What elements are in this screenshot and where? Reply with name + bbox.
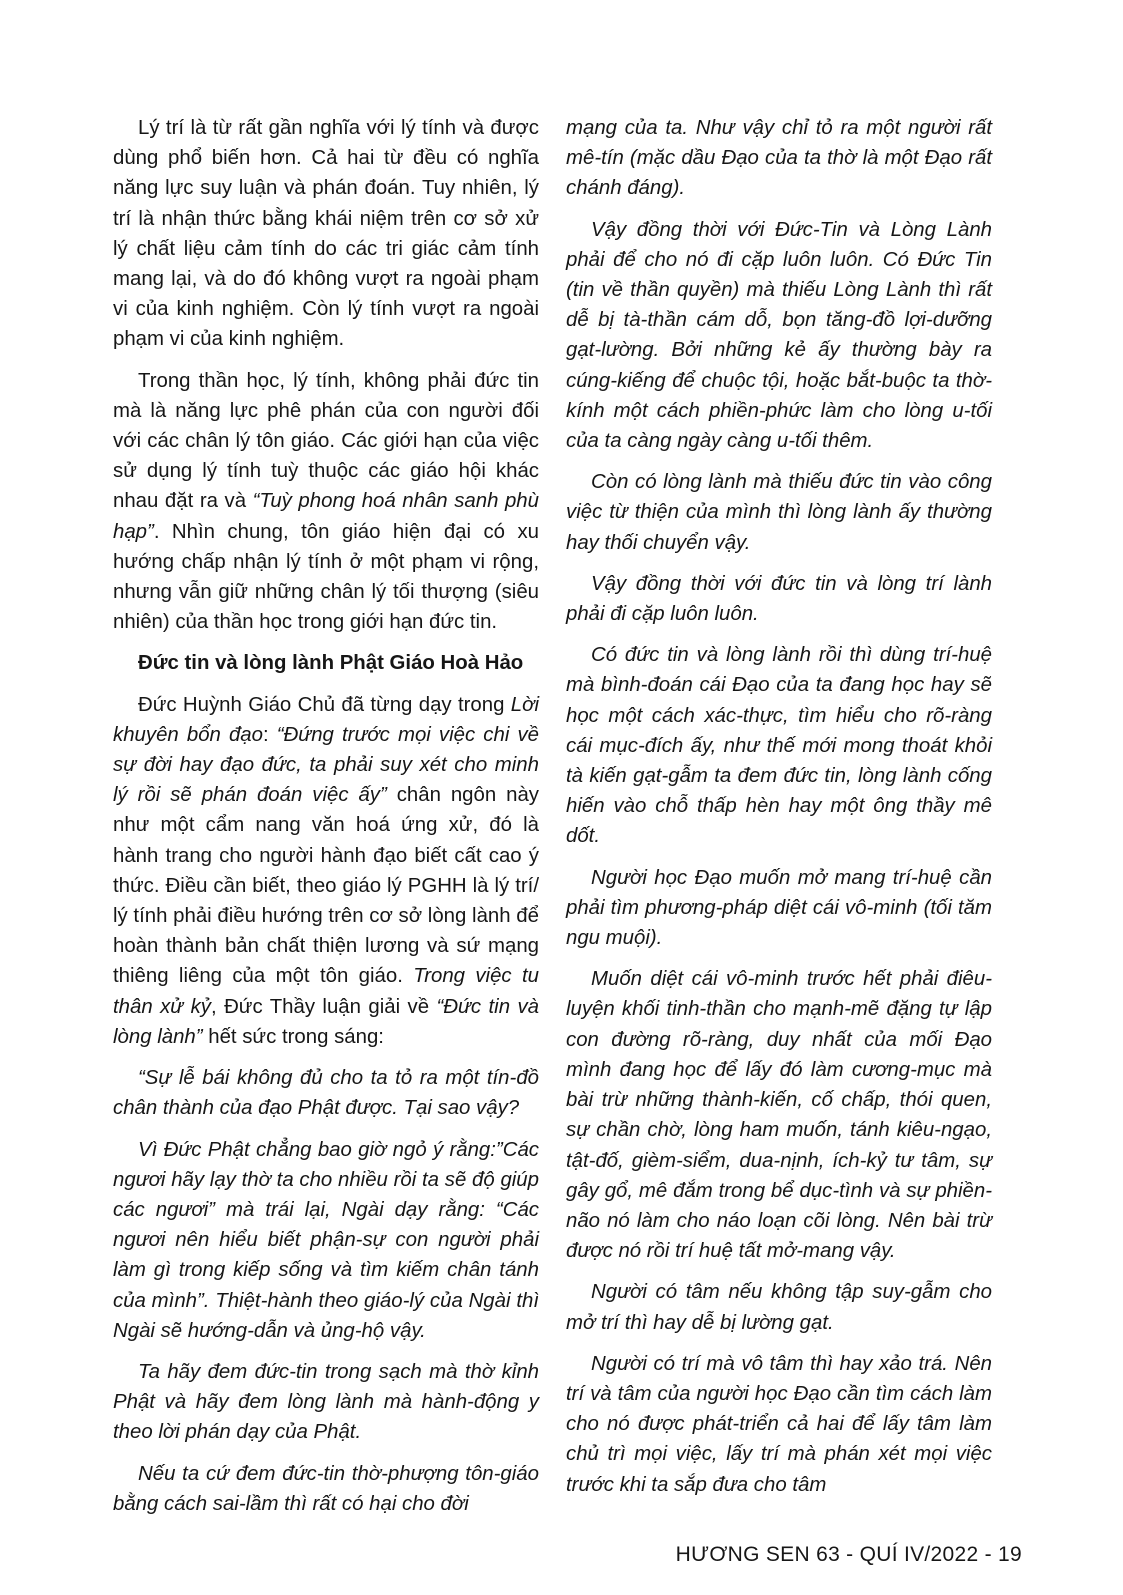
paragraph: Lý trí là từ rất gần nghĩa với lý tính và được dùng phổ biến hơn. Cả hai từ đều có nghĩa năng lực suy luận và phán đoán. Tuy nhiên, lý trí là nhận thức bằng khái niệm trên cơ sở xử lý chất liệu cảm tính do các tri giác cảm tính mang lại, và do đó không vượt ra ngoài phạm vi của kinh nghiệm. Còn lý tính vượt ra ngoài phạm vi của kinh nghiệm. bbox=[113, 117, 539, 351]
text: hết sức trong sáng: bbox=[202, 1025, 384, 1048]
quote: “Đức tin và lòng lành” bbox=[113, 995, 539, 1048]
book-title: Trong việc tu thân xử kỷ bbox=[113, 965, 539, 1018]
quote: “Tuỳ phong hoá nhân sanh phù hạp” bbox=[113, 490, 539, 543]
quote-paragraph: Muốn diệt cái vô-minh trước hết phải điêu-luyện khối tinh-thần cho mạnh-mẽ đặng tự lập con đường rõ-ràng, duy nhất của mối Đạo mình đang học để lấy đó làm cương-mục mà bài trừ những thành-kiến, cố chấp, thói quen, sự chần chờ, lòng ham muốn, tánh kiêu-ngạo, tật-đố, gièm-siểm, dua-nịnh, ích-kỷ tư tâm, sự gây gổ, mê đắm trong bể dục-tình và sự phiền-não nó làm cho náo loạn cõi lòng. Nên bài trừ được nó rồi trí huệ tất mở-mang vậy. bbox=[566, 968, 992, 1263]
quote-paragraph: Nếu ta cứ đem đức-tin thờ-phượng tôn-giáo bằng cách sai-lầm thì rất có hại cho đời bbox=[113, 1462, 539, 1515]
quote: “Đứng trước mọi việc chi về sự đời hay đạo đức, ta phải suy xét cho minh lý rồi sẽ phán đoán việc ấy” bbox=[113, 723, 539, 807]
text: Đức Huỳnh Giáo Chủ đã từng dạy trong bbox=[138, 693, 511, 716]
quote-paragraph: Ta hãy đem đức-tin trong sạch mà thờ kỉnh Phật và hãy đem lòng lành mà hành-động y theo lời phán dạy của Phật. bbox=[113, 1360, 539, 1444]
quote-paragraph: Vì Đức Phật chẳng bao giờ ngỏ ý rằng:”Các ngươi hãy lạy thờ ta cho nhiều rồi ta sẽ độ giúp các ngươi” mà trái lại, Ngài dạy rằng: “Các ngươi nên hiểu biết phận-sự con người phải làm gì trong kiếp sống và tìm kiếm chân tánh của mình”. Thiệt-hành theo giáo-lý của Ngài thì Ngài sẽ hướng-dẫn và ủng-hộ vậy. bbox=[113, 1138, 539, 1342]
paragraph bbox=[113, 690, 539, 1052]
quote-paragraph: Còn có lòng lành mà thiếu đức tin vào công việc từ thiện của mình thì lòng lành ấy thường hay thối chuyển vậy. bbox=[566, 471, 992, 554]
text: chân ngôn này như một cẩm nang văn hoá ứng xử, đó là hành trang cho người hành đạo biết cất cao ý thức. Điều cần biết, theo giáo lý PGHH là lý trí/ lý tính phải điều hướng trên cơ sở lòng lành để hoàn thành bản chất thiện lương và sứ mạng thiêng liêng của một tôn giáo. bbox=[113, 784, 539, 988]
quote-paragraph: Người có tâm nếu không tập suy-gẫm cho mở trí thì hay dễ bị lường gạt. bbox=[566, 1281, 992, 1334]
quote-paragraph: “Sự lễ bái không đủ cho ta tỏ ra một tín-đồ chân thành của đạo Phật được. Tại sao vậy? bbox=[113, 1067, 539, 1120]
text: , Đức Thầy luận giải về bbox=[211, 995, 437, 1018]
left-column bbox=[113, 113, 539, 1530]
quote-paragraph: Người học Đạo muốn mở mang trí-huệ cần phải tìm phương-pháp diệt cái vô-minh (tối tăm ngu muội). bbox=[566, 866, 992, 950]
quote-paragraph: Vậy đồng thời với đức tin và lòng trí lành phải đi cặp luôn luôn. bbox=[566, 572, 992, 626]
page-footer: HƯƠNG SEN 63 - QUÍ IV/2022 - 19 bbox=[675, 1543, 1022, 1566]
text: Trong thần học, lý tính, không phải đức tin mà là năng lực phê phán của con người đối với các chân lý tôn giáo. Các giới hạn của việc sử dụng lý tính tuỳ thuộc các giáo hội khác nhau đặt ra và bbox=[113, 369, 539, 513]
section-heading: Đức tin và lòng lành Phật Giáo Hoà Hảo bbox=[138, 652, 524, 675]
text: . Nhìn chung, tôn giáo hiện đại có xu hướng chấp nhận lý tính ở một phạm vi rộng, nhưng vẫn giữ những chân lý tối thượng (siêu nhiên) của thần học trong giới hạn đức tin. bbox=[113, 520, 539, 634]
book-title: Lời khuyên bổn đạo bbox=[113, 693, 539, 746]
text: : bbox=[263, 723, 277, 746]
quote-paragraph: Người có trí mà vô tâm thì hay xảo trá. Nên trí và tâm của người học Đạo cần tìm cách làm cho nó được phát-triển cả hai để lấy tâm làm chủ trì mọi việc, lấy trí mà phán xét mọi việc trước khi ta sắp đưa cho tâm bbox=[566, 1352, 992, 1496]
quote-paragraph: Vậy đồng thời với Đức-Tin và Lòng Lành phải để cho nó đi cặp luôn luôn. Có Đức Tin (tin về thần quyền) mà thiếu Lòng Lành thì rất dễ bị tà-thần cám dỗ, bọn tăng-đồ lợi-dưỡng gạt-lường. Bởi những kẻ ấy thường bày ra cúng-kiếng để chuộc tội, hoặc bắt-buộc ta thờ-kính một cách phiền-phức làm cho lòng u-tối của ta càng ngày càng u-tối thêm. bbox=[566, 218, 992, 453]
paragraph bbox=[113, 366, 539, 638]
quote-paragraph: mạng của ta. Như vậy chỉ tỏ ra một người rất mê-tín (mặc dầu Đạo của ta thờ là một Đạo rất chánh đáng). bbox=[566, 117, 992, 200]
quote-paragraph: Có đức tin và lòng lành rồi thì dùng trí-huệ mà bình-đoán cái Đạo của ta đang học hay sẽ học một cách xác-thực, tìm hiểu cho rõ-ràng cái mục-đích ấy, như thế mới mong thoát khỏi tà kiến gạt-gẫm ta đem đức tin, lòng lành cống hiến vào chỗ thấp hèn hay một ông thầy mê dốt. bbox=[566, 644, 992, 848]
right-column bbox=[566, 113, 992, 1511]
